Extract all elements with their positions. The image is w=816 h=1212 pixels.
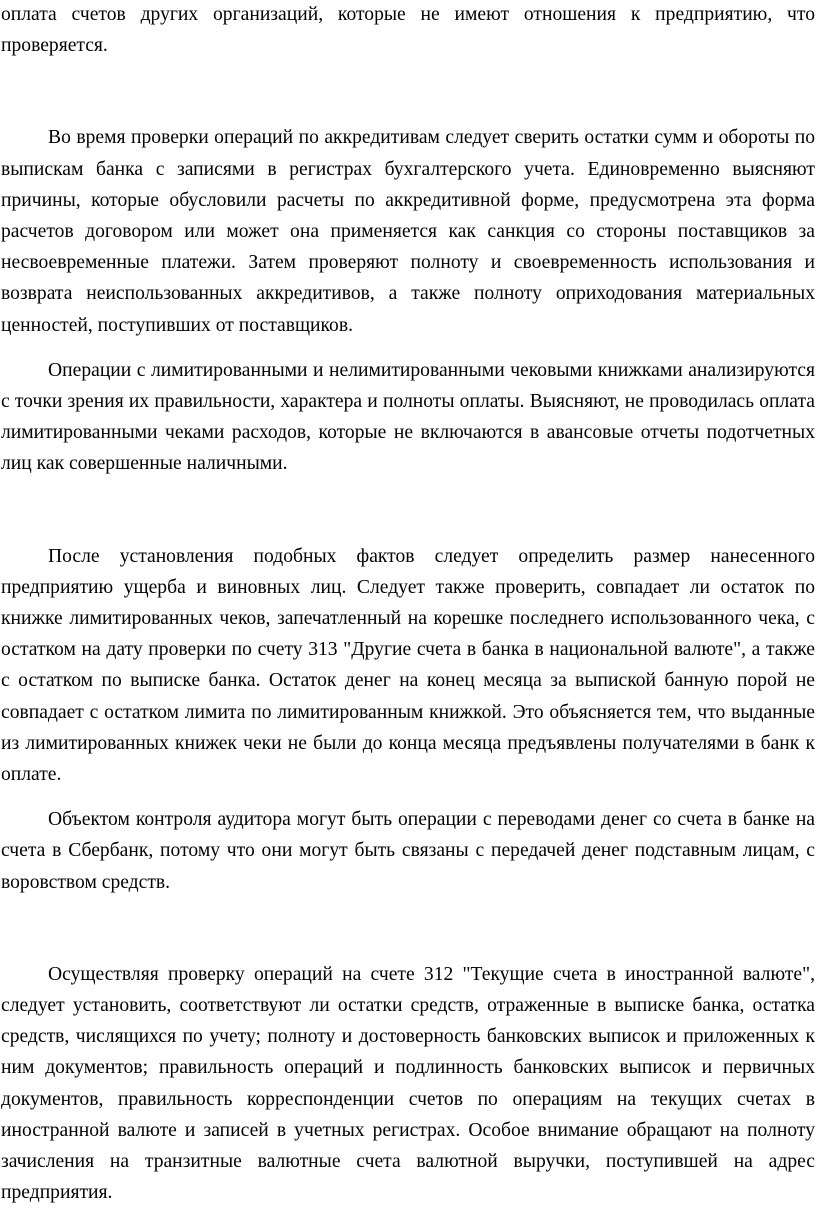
paragraph-damage-assessment: После установления подобных фактов следует определить размер нанесенного предприятию ущерба и виновных лиц. Следует также проверить, совпадает ли остаток по книжке лимитированных чеков, запечатленный на корешке последнего использованного чека, с остатком на дату проверки по счету 313 "Другие счета в банка в национальной валюте", а также с остатком по выписке банка. Остаток денег на конец месяца за выпиской банную порой не совпадает с остатком лимита по лимитированным книжкой. Это объясняется тем, что выданные из лимитированных книжек чеки не были до конца месяца предъявлены получателями в банк к оплате. xyxy=(1,545,815,786)
paragraph-checkbooks: Операции с лимитированными и нелимитированными чековыми книжками анализируются с точки зрения их правильности, характера и полноты оплаты. Выясняют, не проводилась оплата лимитированными чеками расходов, которые не включаются в авансовые отчеты подотчетных лиц как совершенные наличными. xyxy=(1,359,815,475)
paragraph-foreign-currency: Осуществляя проверку операций на счете 312 "Текущие счета в иностранной валюте", следует установить, соответствуют ли остатки средств, отраженные в выписке банка, остатка средств, числящихся по учету; полноту и достоверность банковских выписок и приложенных к ним документов; правильность операций и подлинность банковских выписок и первичных документов, правильность корреспонденции счетов по операциям на текущих счетах в иностранной валюте и записей в учетных регистрах. Особое внимание обращают на полноту зачисления на транзитные валютные счета валютной выручки, поступившей на адрес предприятия. xyxy=(1,963,815,1204)
paragraph-audit-transfers: Объектом контроля аудитора могут быть операции с переводами денег со счета в банке на счета в Сбербанк, потому что они могут быть связаны с передачей денег подставным лицам, с воровством средств. xyxy=(1,809,815,893)
paragraph-letters-of-credit: Во время проверки операций по аккредитивам следует сверить остатки сумм и обороты по выпискам банка с записями в регистрах бухгалтерского учета. Единовременно выясняют причины, которые обусловили расчеты по аккредитивной форме, предусмотрена эта форма расчетов договором или может она применяется как санкция со стороны поставщиков за несвоевременные платежи. Затем проверяют полноту и своевременность использования и возврата неиспользованных аккредитивов, а также полноту оприходования материальных ценностей, поступивших от поставщиков. xyxy=(1,127,815,336)
paragraph-continuation: оплата счетов других организаций, которые не имеют отношения к предприятию, что проверяется. xyxy=(1,4,815,57)
